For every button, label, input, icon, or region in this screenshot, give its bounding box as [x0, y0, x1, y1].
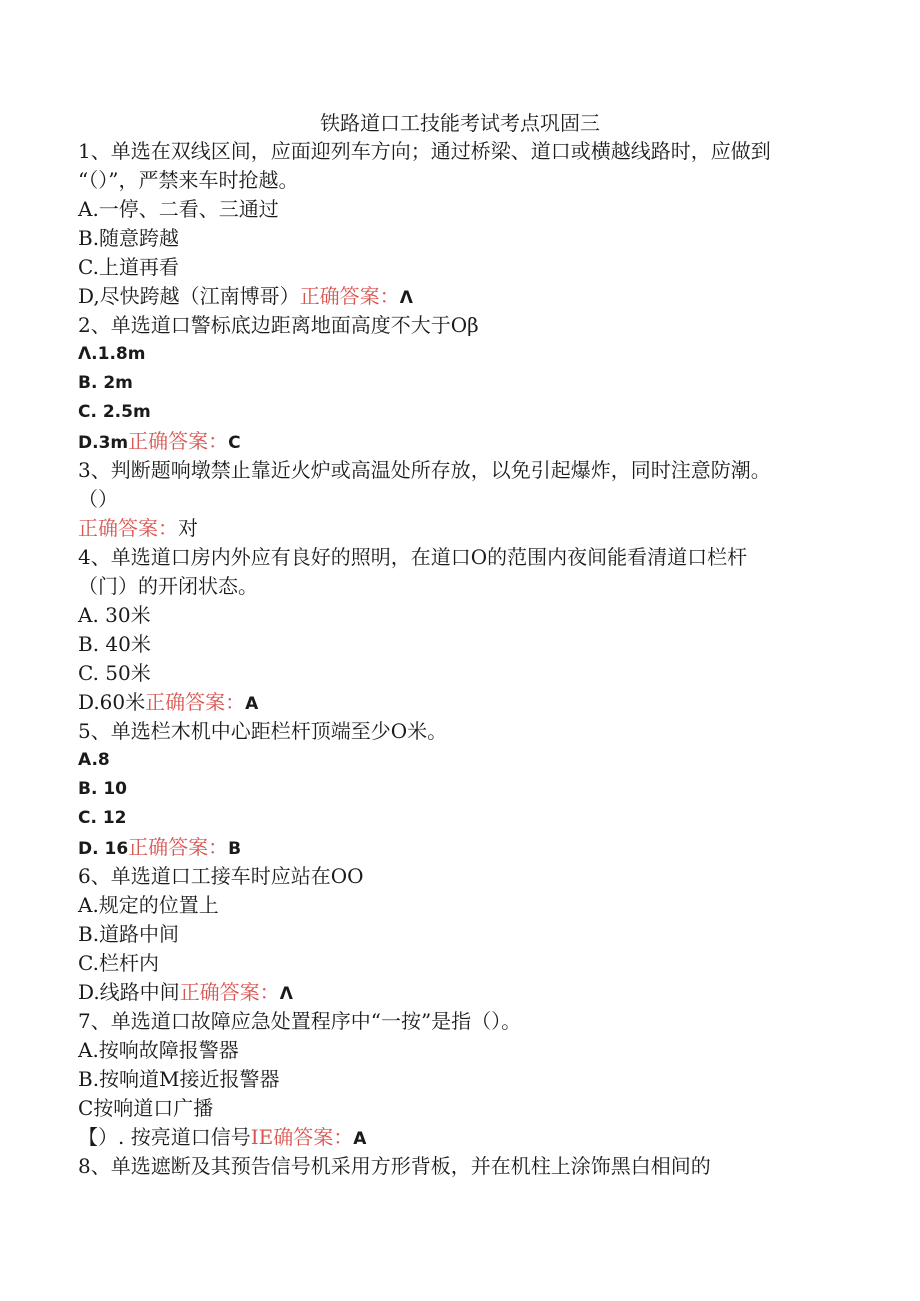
answer-label: IE确答案： — [250, 1125, 354, 1149]
question-4-option-c: C. 50米 — [78, 661, 151, 685]
question-7-option-d-with-answer — [78, 1123, 838, 1152]
answer-value: B — [228, 839, 242, 859]
question-1-option-a: A.一停、二看、三通过 — [78, 197, 279, 221]
question-4-option-b: B. 40米 — [78, 632, 151, 656]
answer-value: Λ — [279, 984, 293, 1004]
question-2-option-a: Λ.1.8m — [78, 344, 146, 364]
question-6-option-d: D.线路中间 — [78, 980, 180, 1004]
question-3-answer — [78, 514, 838, 543]
question-list — [78, 137, 838, 1181]
question-2-option-d: D.3m — [78, 433, 129, 453]
question-6-option-a: A.规定的位置上 — [78, 893, 219, 917]
question-5-option-d: D. 16 — [78, 839, 129, 859]
question-4-line-1: 4、单选道口房内外应有良好的照明，在道口O的范围内夜间能看清道口栏杆 — [78, 545, 748, 569]
question-6-line-1: 6、单选道口工接车时应站在OO — [78, 864, 364, 888]
answer-label: 正确答案： — [145, 690, 246, 714]
answer-value: A — [245, 694, 259, 714]
question-5-option-c: C. 12 — [78, 808, 127, 828]
answer-label: 正确答案： — [179, 980, 280, 1004]
question-8-line-1: 8、单选遮断及其预告信号机采用方形背板，并在机柱上涂饰黑白相间的 — [78, 1154, 711, 1178]
answer-label: 正确答案： — [128, 429, 229, 453]
question-1-option-d: D,尽快跨越（江南博哥） — [78, 284, 300, 308]
question-7-option-c: C按响道口广播 — [78, 1096, 214, 1120]
question-5-line-1: 5、单选栏木机中心距栏杆顶端至少O米。 — [78, 719, 448, 743]
answer-value: 对 — [178, 516, 198, 540]
question-4-line-2: （门）的开闭状态。 — [78, 574, 258, 598]
question-5-option-b: B. 10 — [78, 779, 127, 799]
question-2-line-1: 2、单选道口警标底边距离地面高度不大于Oβ — [78, 313, 479, 337]
question-2-option-b: B. 2m — [78, 373, 133, 393]
question-1-line-1: 1、单选在双线区间，应面迎列车方向；通过桥梁、道口或横越线路时，应做到 — [78, 139, 771, 163]
question-2-option-d-with-answer — [78, 427, 838, 456]
question-1-option-d-with-answer — [78, 282, 838, 311]
answer-value: Λ — [399, 288, 413, 308]
question-7-option-b: B.按响道M接近报警器 — [78, 1067, 280, 1091]
question-3-line-1: 3、判断题响墩禁止靠近火炉或高温处所存放，以免引起爆炸，同时注意防潮。 — [78, 458, 771, 482]
question-4-option-a: A. 30米 — [78, 603, 151, 627]
answer-value: A — [353, 1129, 367, 1149]
document-title: 铁路道口工技能考试考点巩固三 — [320, 111, 600, 135]
question-7-line-1: 7、单选道口故障应急处置程序中“一按”是指（）。 — [78, 1009, 522, 1033]
answer-label: 正确答案： — [78, 516, 178, 540]
question-4-option-d-with-answer — [78, 688, 838, 717]
question-2-option-c: C. 2.5m — [78, 402, 151, 422]
answer-value: C — [228, 433, 241, 453]
question-1-option-b: B.随意跨越 — [78, 226, 180, 250]
question-6-option-d-with-answer — [78, 978, 838, 1007]
question-5-option-d-with-answer — [78, 833, 838, 862]
question-6-option-c: C.栏杆内 — [78, 951, 159, 975]
answer-label: 正确答案： — [128, 835, 229, 859]
question-7-option-d: 【）. 按亮道口信号 — [78, 1125, 251, 1149]
question-7-option-a: A.按响故障报警器 — [78, 1038, 239, 1062]
question-5-option-a: A.8 — [78, 750, 110, 770]
answer-label: 正确答案： — [299, 284, 400, 308]
question-3-line-2: （） — [78, 487, 118, 511]
question-1-option-c: C.上道再看 — [78, 255, 179, 279]
question-4-option-d: D.60米 — [78, 690, 146, 714]
question-1-line-2: “（）”，严禁来车时抢越。 — [78, 168, 299, 192]
question-6-option-b: B.道路中间 — [78, 922, 180, 946]
